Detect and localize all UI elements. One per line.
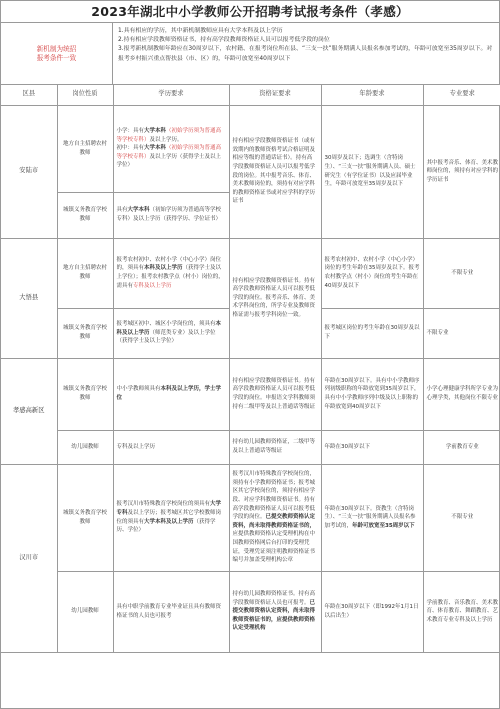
rule-3-part-b: 年龄可放宽至35周岁以下。对报考乡村振兴重点帮扶县（市、区）的，年龄可放宽至40周岁以下 bbox=[118, 46, 493, 62]
qualification-cell: 持有相应学段教师资格证书（或有效期内的教师资格考试合格证明及相应等级的普通话证书）。持有高学段教师资格证人员可以报考低学段的岗位。其中报考音乐、体育、美术教师岗位的，须持有对应学科的教师资格证书或对应学科的学历证书 bbox=[229, 105, 321, 238]
rule-3 bbox=[118, 45, 494, 63]
edu-text-bold: 本科及以上学历 bbox=[144, 265, 183, 272]
region-anlu: 安陆市 bbox=[1, 105, 57, 238]
new-mechanism-note-line1: 新机制为统招 bbox=[36, 44, 77, 53]
position-cell: 地方自主招聘农村教师 bbox=[57, 238, 113, 308]
major-cell: 其中报考音乐、体育、美术教师岗位的，须持有对应学科的学历证书 bbox=[423, 105, 500, 238]
edu-text-bold: 大学本科 bbox=[144, 145, 167, 152]
major-cell: 不限专业 bbox=[423, 464, 500, 571]
edu-text-bold: 大学本科 bbox=[127, 207, 150, 214]
age-cell: 报考农村初中、农村小学（中心小学）岗位的考生年龄在35周岁及以下。报考农村教学点（村小）岗位的考生年龄在40周岁及以下 bbox=[321, 238, 423, 308]
header-age: 年龄要求 bbox=[321, 85, 423, 105]
edu-text: 中小学教师须具有 bbox=[116, 386, 161, 393]
major-cell: 学前教育、音乐教育、美术教育、体育教育、舞蹈教育、艺术教育专业专科及以上学历 bbox=[423, 571, 500, 652]
age-text-bold: 年龄可放宽至35周岁以下 bbox=[352, 522, 415, 529]
age-cell: 30周岁及以下；选调生（含特岗生）、“三支一扶”服务期满人员、硕士研究生（有学位证书）以及应届毕业生，年龄可放宽至35周岁及以下 bbox=[321, 105, 423, 238]
edu-text-bold: 大学专科 bbox=[116, 501, 222, 516]
edu-text-bold: 大学本科 bbox=[144, 128, 167, 135]
edu-text-bold: 大学本科及以上学历 bbox=[144, 518, 194, 525]
age-cell: 年龄在30周岁以下（即1992年1月1日以后出生） bbox=[321, 571, 423, 652]
region-dawu: 大悟县 bbox=[1, 238, 57, 358]
edu-text-bold: 本科及以上学历，学士学位 bbox=[116, 386, 222, 401]
education-cell: 具有中职学前教育专业毕业证且具有教师资格证书的人员也可报考 bbox=[113, 571, 229, 652]
age-cell: 年龄在30周岁以下。具有中小学教师序列初级职称的年龄放宽到35周岁以下，具有中小学教师序列中级及以上职称的年龄放宽到40周岁以下 bbox=[321, 358, 423, 430]
general-rules-list bbox=[113, 23, 499, 84]
new-mechanism-note-line2: 报考条件一致 bbox=[36, 53, 77, 62]
edu-text-bold: 本科及以上学历 bbox=[116, 321, 222, 336]
header-education: 学历要求 bbox=[113, 85, 229, 105]
table-row bbox=[1, 238, 500, 308]
education-cell bbox=[113, 358, 229, 430]
edu-text: （初始学历须为普通高等学校专科）及以上学历（获得学历、学位证书） bbox=[116, 207, 222, 222]
position-cell: 幼儿园教师 bbox=[57, 430, 113, 464]
position-cell: 城镇义务教育学校教师 bbox=[57, 308, 113, 358]
age-cell: 报考城区岗位的考生年龄在30周岁及以下 bbox=[321, 308, 423, 358]
edu-text-highlight: 专科及以上学历 bbox=[133, 282, 172, 289]
rule-2: 2.持有相应学段教师资格证书，持有高学段教师资格证人员可以报考低学段的岗位 bbox=[118, 37, 330, 44]
table-row bbox=[1, 105, 500, 192]
qualification-cell: 持有相应学段教师资格证书。持有高学段教师资格证人员可以报考低学段的岗位。报考音乐、体育、美术学科岗位的，所学专业及教师资格证需与报考学科岗位一致。 bbox=[229, 238, 321, 358]
edu-text: 及以上学历；报考城区其它学校教师岗位的须具有 bbox=[116, 509, 222, 525]
edu-text: 小学：具有 bbox=[116, 128, 145, 135]
header-region: 区县 bbox=[1, 85, 57, 105]
position-cell: 城镇义务教育学校教师 bbox=[57, 192, 113, 238]
conditions-table bbox=[1, 85, 500, 653]
table-row bbox=[1, 571, 500, 652]
region-xiaogan: 孝感高新区 bbox=[1, 358, 57, 464]
edu-text: 及以上学历。 bbox=[149, 136, 183, 143]
qualification-cell bbox=[229, 571, 321, 652]
header-row bbox=[1, 85, 500, 105]
qualification-cell: 持有相应学段教师资格证书。持有高学段教师资格证人员可以报考低学段的岗位。申报语文学科教师须持有二级甲等及以上普通话等级证 bbox=[229, 358, 321, 430]
age-cell: 年龄在30周岁以下 bbox=[321, 430, 423, 464]
edu-text-highlight: （初始学历须为普通高等学校专科） bbox=[116, 128, 222, 143]
edu-text: （师范类专业）及以上学位（获得学士及以上学位） bbox=[116, 329, 216, 345]
position-cell: 幼儿园教师 bbox=[57, 571, 113, 652]
qual-text-bold: 已提交教师资格认定资料，尚未取得教师资格证书的， bbox=[232, 514, 316, 529]
edu-text: 报考汉川市特殊教育学校岗位的须具有 bbox=[116, 501, 211, 508]
major-cell: 学前教育专业 bbox=[423, 430, 500, 464]
education-cell bbox=[113, 192, 229, 238]
position-cell: 地方自主招聘农村教师 bbox=[57, 105, 113, 192]
page-title: 2023年湖北中小学教师公开招聘考试报考条件（孝感） bbox=[1, 1, 499, 23]
table-row bbox=[1, 358, 500, 430]
table-row bbox=[1, 430, 500, 464]
age-cell bbox=[321, 464, 423, 571]
edu-text: 初中：具有 bbox=[116, 145, 145, 152]
edu-text: 报考农村初中、农村小学（中心小学）岗位的，须具有 bbox=[116, 256, 222, 272]
header-qualification: 资格证要求 bbox=[229, 85, 321, 105]
region-hanchuan: 汉川市 bbox=[1, 464, 57, 652]
table-row bbox=[1, 464, 500, 571]
education-cell bbox=[113, 464, 229, 571]
qual-text-bold: 已提交教师资格认定资料，尚未取得教师资格证书的，应提供教师资格认定受理机构 bbox=[232, 599, 316, 632]
qual-text: 持有幼儿园教师资格证书。持有高学段教师资格证人员也可报考。 bbox=[232, 591, 316, 606]
major-cell: 小学心理健康学科所学专业为心理学类，其他岗位不限专业 bbox=[423, 358, 500, 430]
edu-text: 报考城区初中、城区小学岗位的，须具有 bbox=[116, 321, 216, 328]
major-cell: 不限专业 bbox=[423, 308, 500, 358]
general-rules bbox=[1, 23, 499, 85]
edu-text: （获得学历、学位） bbox=[116, 518, 216, 534]
edu-text-highlight: （初始学历须为普通高等学校专科） bbox=[116, 145, 222, 160]
qual-text: 报考汉川市特殊教育学校岗位的，须持有小学教师资格证书；报考城区其它学校岗位的，须持有相应学段、对应学科教师资格证书。持有高学段教师资格证人员可以报考低学段的岗位。 bbox=[232, 471, 316, 521]
position-cell: 城镇义务教育学校教师 bbox=[57, 358, 113, 430]
header-major: 专业要求 bbox=[423, 85, 500, 105]
edu-text: 具有 bbox=[116, 207, 128, 214]
position-cell: 城镇义务教育学校教师 bbox=[57, 464, 113, 571]
education-cell bbox=[113, 238, 229, 308]
age-text: 年龄在30周岁以下。资教生（含特岗生）、“三支一扶”服务期满人员报名参加考试的， bbox=[324, 505, 416, 529]
new-mechanism-note bbox=[1, 23, 113, 84]
qualification-cell: 持有幼儿园教师资格证，二级甲等及以上普通话等级证 bbox=[229, 430, 321, 464]
major-cell: 不限专业 bbox=[423, 238, 500, 308]
edu-text: 及以上学历（获得学士及以上学位） bbox=[116, 153, 222, 169]
education-cell bbox=[113, 105, 229, 192]
qual-text: 应提供教师资格认定受理机构在中国教师资格网后台打印的受理凭证，受理凭证须注明教师资格证书编号并加盖受理机构公章 bbox=[232, 531, 316, 564]
education-cell bbox=[113, 308, 229, 358]
rule-3-part-a: 3.报考新机制教师年龄应在30周岁以下，农村籍、在报考岗位所在县、“三支一扶”服务期满人员报名参加考试的， bbox=[118, 46, 415, 53]
header-position: 岗位性质 bbox=[57, 85, 113, 105]
education-cell: 专科及以上学历 bbox=[113, 430, 229, 464]
edu-text: （获得学士及以上学位）；报考农村教学点（村小）岗位的，需具有 bbox=[116, 265, 224, 289]
qualification-cell bbox=[229, 464, 321, 571]
rule-1: 1.具有相应的学历，其中新机制教师应具有大学本科及以上学历 bbox=[118, 28, 283, 34]
